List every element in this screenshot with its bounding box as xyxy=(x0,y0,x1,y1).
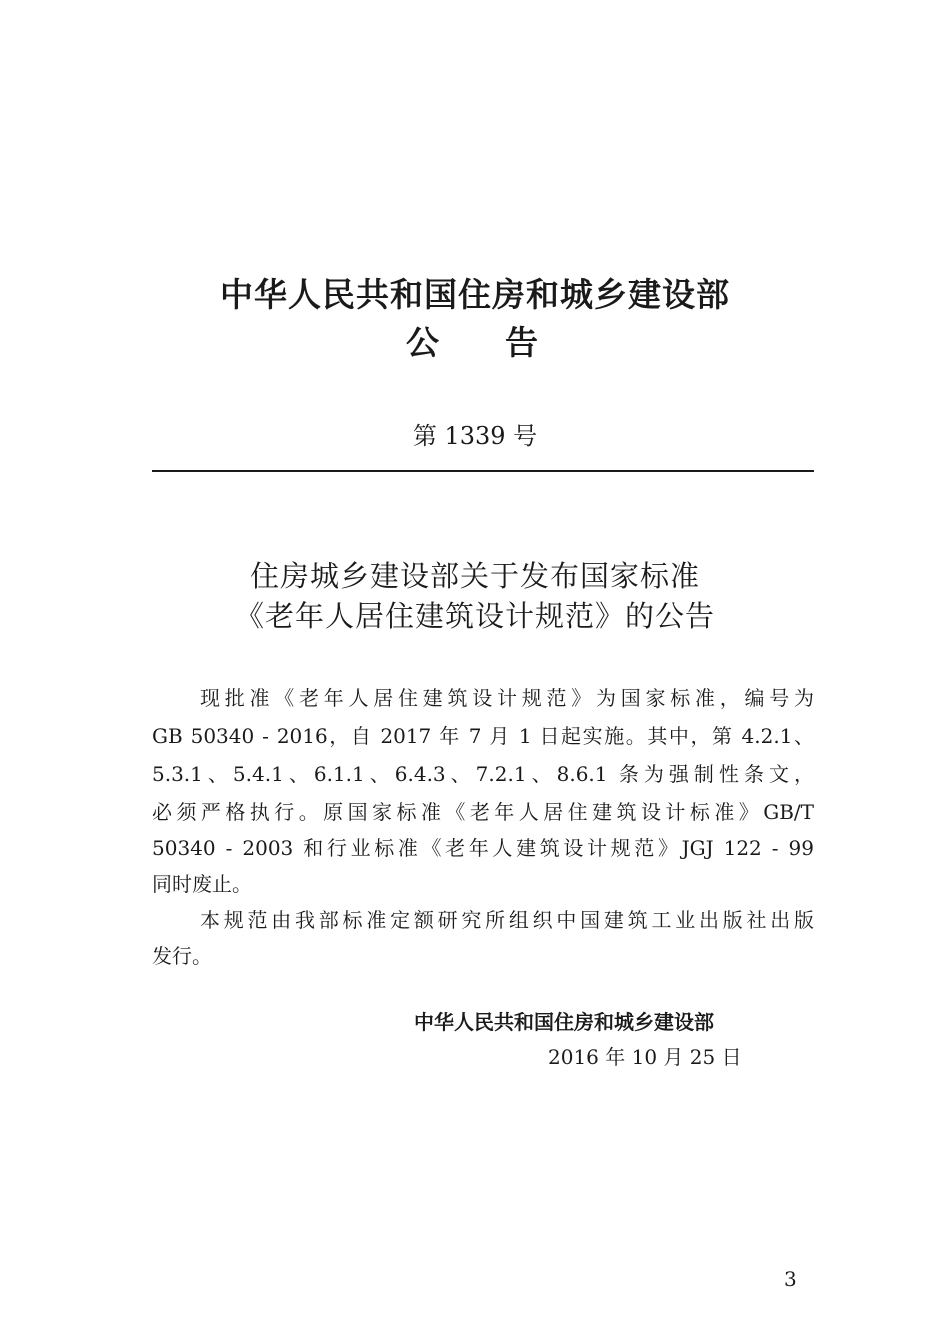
body-line: 50340 - 2003 和行业标准《老年人建筑设计规范》JGJ 122 - 99 xyxy=(152,836,814,860)
body-line: 现批准《老年人居住建筑设计规范》为国家标准，编号为 xyxy=(200,686,814,710)
body-line: 本规范由我部标准定额研究所组织中国建筑工业出版社出版 xyxy=(200,908,814,932)
announcement-number: 第 1339 号 xyxy=(412,422,538,450)
body-line: 必须严格执行。原国家标准《老年人居住建筑设计标准》GB/T xyxy=(152,800,814,824)
body-line: GB 50340 - 2016，自 2017 年 7 月 1 日起实施。其中，第 4.2.1、 xyxy=(152,724,814,748)
announcement-title-line-2: 《老年人居住建筑设计规范》的公告 xyxy=(234,599,715,633)
header-divider xyxy=(152,470,814,472)
announcement-heading: 公告 xyxy=(406,323,604,362)
body-line: 发行。 xyxy=(152,944,212,968)
body-line: 5.3.1、5.4.1、6.1.1、6.4.3、7.2.1、8.6.1 条为强制性条文， xyxy=(152,762,814,786)
signature: 中华人民共和国住房和城乡建设部 xyxy=(414,1010,714,1034)
page-number: 3 xyxy=(784,1267,797,1291)
issue-date: 2016 年 10 月 25 日 xyxy=(548,1045,742,1069)
issuing-ministry: 中华人民共和国住房和城乡建设部 xyxy=(220,275,730,314)
announcement-title-line-1: 住房城乡建设部关于发布国家标准 xyxy=(249,559,700,593)
body-line: 同时废止。 xyxy=(152,872,252,896)
